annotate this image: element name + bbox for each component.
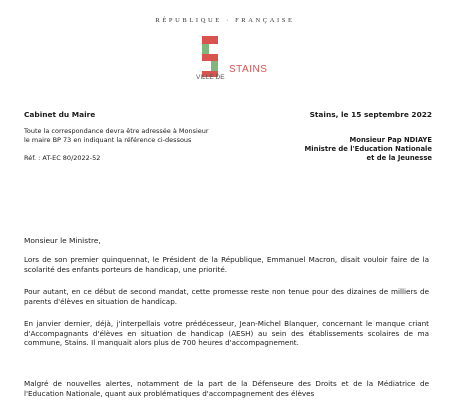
recipient-block (232, 136, 432, 162)
body-paragraph: Pour autant, en ce début de second mandat, cette promesse reste non tenue pour des dizaines de milliers de parents d'élèves en situation de handicap. (24, 287, 429, 306)
body-paragraph: Lors de son premier quinquennat, le Président de la République, Emmanuel Macron, disait vouloir faire de la scolarité des enfants porteurs de handicap, une priorité. (24, 255, 429, 274)
body-paragraph: Malgré de nouvelles alertes, notamment de la part de la Défenseure des Droits et de la Médiatrice de l'Education Nationale, quant aux problématiques d'accompagnement des élèves (24, 379, 429, 398)
logo-city-name: STAINS (229, 64, 268, 75)
correspondence-note: Toute la correspondance devra être adressée à Monsieur le maire BP 73 en indiquant la référence ci-dessous (24, 127, 209, 144)
recipient-title-line1: Ministre de l'Education Nationale (304, 144, 432, 153)
body-paragraph: En janvier dernier, déjà, j'interpellais votre prédécesseur, Jean-Michel Blanquer, concernant le manque criant d'Accompagnants d'élèves en situation de handicap (AESH) au sein des établissements scolaires de ma commune, Stains. Il manquait alors plus de 700 heures d'accompagnement. (24, 319, 429, 348)
sender-office: Cabinet du Maire (24, 110, 96, 119)
recipient-name: Monsieur Pap NDIAYE (349, 136, 432, 144)
republic-header: RÉPUBLIQUE · FRANÇAISE (155, 17, 295, 24)
reference-number: Réf. : AT-EC 80/2022-52 (24, 154, 101, 162)
recipient-title-line2: et de la Jeunesse (366, 153, 432, 162)
date-line: Stains, le 15 septembre 2022 (309, 110, 432, 119)
salutation: Monsieur le Ministre, (24, 236, 101, 245)
logo-ville-label: VILLE DE (196, 74, 225, 81)
